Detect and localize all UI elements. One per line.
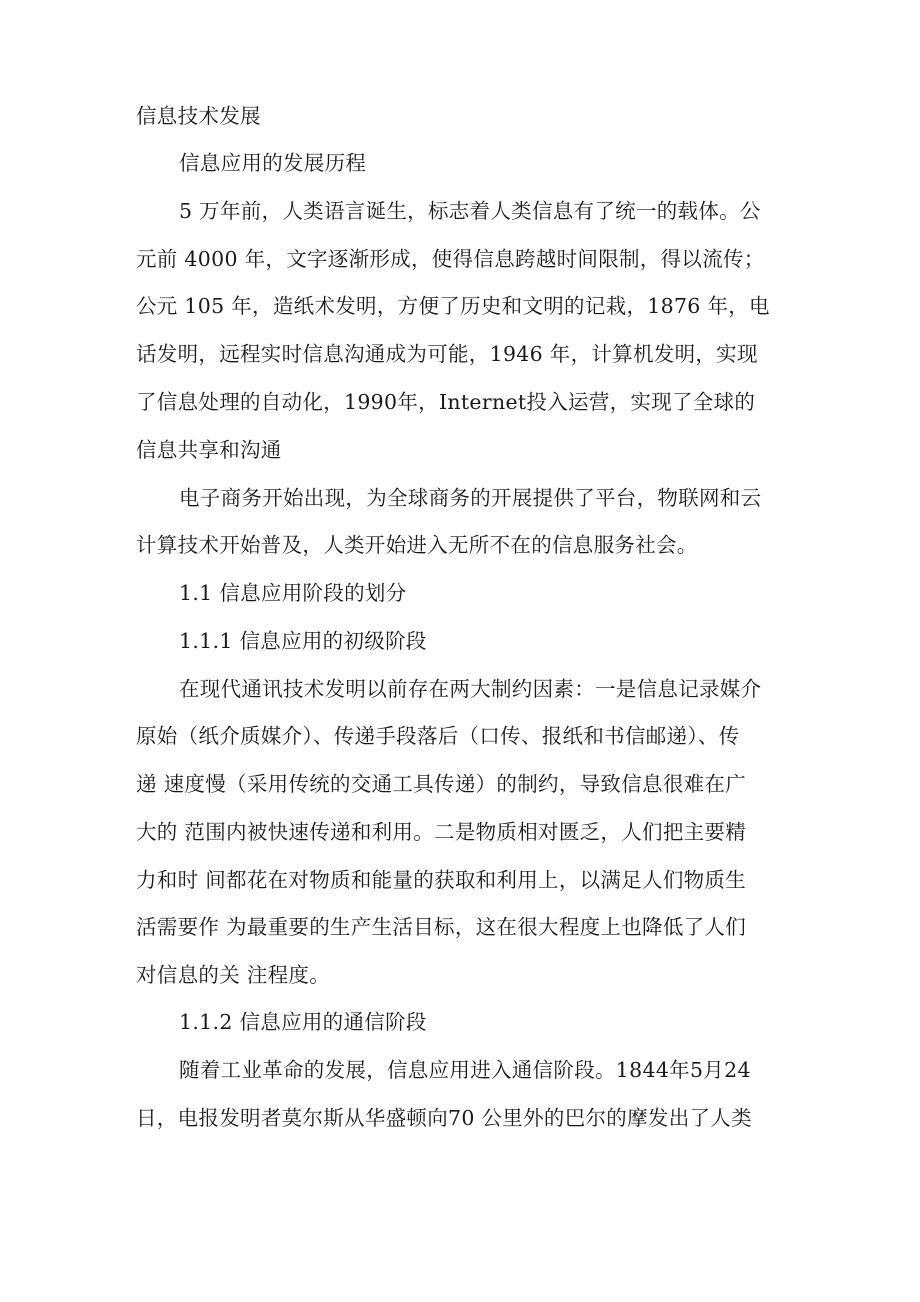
paragraph-line: 元前 4000 年，文字逐渐形成，使得信息跨越时间限制，得以流传；	[136, 247, 765, 271]
paragraph-line: 原始（纸介质媒介）、传递手段落后（口传、报纸和书信邮递）、传	[136, 724, 740, 748]
paragraph-line: 对信息的关 注程度。	[136, 963, 331, 987]
section-heading: 信息应用的发展历程	[179, 151, 367, 175]
paragraph-line: 活需要作 为最重要的生产生活目标，这在很大程度上也降低了人们	[136, 915, 747, 939]
document-title: 信息技术发展	[136, 104, 261, 128]
paragraph-line: 信息共享和沟通	[136, 438, 282, 462]
paragraph-line: 大的 范围内被快速传递和利用。二是物质相对匮乏，人们把主要精	[136, 820, 747, 844]
paragraph-line: 话发明，远程实时信息沟通成为可能，1946 年，计算机发明，实现	[136, 342, 758, 366]
section-heading-1-1-2: 1.1.2 信息应用的通信阶段	[179, 1010, 427, 1034]
paragraph-line: 力和时 间都花在对物质和能量的获取和利用上，以满足人们物质生	[136, 868, 747, 892]
section-heading-1-1: 1.1 信息应用阶段的划分	[179, 581, 407, 605]
paragraph-line: 随着工业革命的发展，信息应用进入通信阶段。1844年5月24	[179, 1058, 751, 1082]
paragraph-line: 计算技术开始普及，人类开始进入无所不在的信息服务社会。	[136, 533, 698, 557]
paragraph-line: 了信息处理的自动化，1990年，Internet投入运营，实现了全球的	[136, 390, 756, 414]
paragraph-line: 在现代通讯技术发明以前存在两大制约因素：一是信息记录媒介	[179, 677, 762, 701]
paragraph-line: 电子商务开始出现，为全球商务的开展提供了平台，物联网和云	[179, 486, 762, 510]
paragraph-line: 公元 105 年，造纸术发明，方便了历史和文明的记栽，1876 年，电	[136, 294, 770, 318]
paragraph-line: 5 万年前，人类语言诞生，标志着人类信息有了统一的载体。公	[179, 199, 761, 223]
paragraph-line: 日，电报发明者莫尔斯从华盛顿向70 公里外的巴尔的摩发出了人类	[136, 1106, 752, 1130]
paragraph-line: 递 速度慢（采用传统的交通工具传递）的制约，导致信息很难在广	[136, 772, 747, 796]
section-heading-1-1-1: 1.1.1 信息应用的初级阶段	[179, 629, 427, 653]
